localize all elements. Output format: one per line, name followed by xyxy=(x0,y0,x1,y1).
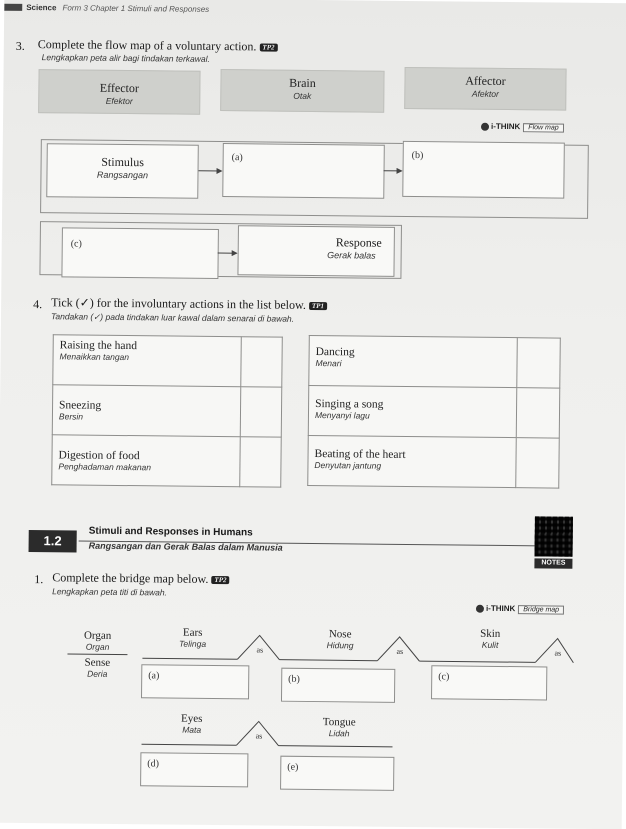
option-effector-en: Effector xyxy=(39,80,199,97)
answer-label-d: (d) xyxy=(147,758,247,770)
section-subtitle: Rangsangan dan Gerak Balas dalam Manusia xyxy=(89,541,283,553)
bridge-pair-tongue xyxy=(292,716,387,739)
q1-translation: Lengkapkan peta titi di bawah. xyxy=(52,586,167,597)
action-ms: Denyutan jantung xyxy=(314,460,509,472)
q4-translation: Tandakan (✓) pada tindakan luar kawal dalam senarai di bawah. xyxy=(51,311,294,325)
section-number-badge: 1.2 xyxy=(29,530,77,553)
organ-en: Eyes xyxy=(147,712,237,725)
q1-ithink-tag: Bridge map xyxy=(518,605,564,614)
relation-top-ms: Organ xyxy=(67,641,127,652)
action-ms: Menyanyi lagu xyxy=(315,410,510,422)
flow-label-a: (a) xyxy=(232,152,384,165)
bridge-pair-skin xyxy=(443,627,538,650)
option-affector-ms: Afektor xyxy=(405,88,565,100)
q4-number: 4. xyxy=(33,297,42,312)
as-connector: as xyxy=(554,649,561,658)
action-ms: Bersin xyxy=(59,411,234,423)
q3-question: Complete the flow map of a voluntary action. xyxy=(38,37,257,53)
action-ms: Menari xyxy=(315,358,510,370)
answer-box-e[interactable] xyxy=(280,756,394,791)
q3-tp-badge: TP2 xyxy=(259,44,277,52)
answer-label-b: (b) xyxy=(288,674,394,686)
flow-label-c: (c) xyxy=(71,238,218,251)
organ-ms: Mata xyxy=(147,724,237,735)
q1-number: 1. xyxy=(34,572,43,587)
organ-en: Ears xyxy=(148,626,238,639)
chapter-label: Form 3 Chapter 1 Stimuli and Responses xyxy=(62,3,209,14)
answer-box-c[interactable] xyxy=(431,665,547,700)
bridge-pair-nose xyxy=(293,628,388,651)
subject-label: Science xyxy=(26,3,56,12)
action-en: Dancing xyxy=(316,346,511,360)
option-brain-ms: Otak xyxy=(221,90,383,102)
q3-ithink-tag: Flow map xyxy=(523,123,563,132)
flow-stimulus-en: Stimulus xyxy=(48,154,198,171)
answer-label-a: (a) xyxy=(148,670,248,682)
action-ms: Penghadaman makanan xyxy=(58,461,233,473)
action-en: Singing a song xyxy=(315,398,510,412)
notes-label: NOTES xyxy=(534,558,572,568)
flow-stimulus-ms: Rangsangan xyxy=(47,169,197,181)
action-en: Digestion of food xyxy=(58,449,233,463)
answer-label-e: (e) xyxy=(287,762,393,774)
organ-ms: Telinga xyxy=(148,638,238,649)
organ-ms: Lidah xyxy=(292,728,387,739)
flow-response-en: Response xyxy=(239,234,382,250)
flow-label-b: (b) xyxy=(412,150,564,163)
action-ms: Menaikkan tangan xyxy=(60,351,235,363)
option-brain-en: Brain xyxy=(221,75,383,92)
section-title: Stimuli and Responses in Humans xyxy=(89,526,253,539)
organ-ms: Kulit xyxy=(443,639,538,650)
answer-label-c: (c) xyxy=(438,671,546,683)
bridge-pair-eyes xyxy=(147,712,237,735)
relation-bottom-ms: Deria xyxy=(67,668,127,679)
option-affector-en: Affector xyxy=(405,73,565,90)
answer-box-a[interactable] xyxy=(141,664,249,699)
flow-response-ms: Gerak balas xyxy=(239,249,376,260)
q1-question: Complete the bridge map below. xyxy=(52,570,208,586)
q1-ithink-text: i-THINK xyxy=(486,604,515,613)
as-connector: as xyxy=(256,731,263,740)
q3-number: 3. xyxy=(16,39,25,54)
action-en: Beating of the heart xyxy=(315,448,510,462)
q3-translation: Lengkapkan peta alir bagi tindakan terkawal. xyxy=(42,52,210,64)
relation-bottom-en: Sense xyxy=(67,656,127,669)
q4-tp-badge: TP1 xyxy=(309,302,327,310)
action-en: Sneezing xyxy=(59,399,234,413)
as-connector: as xyxy=(256,645,263,654)
answer-box-d[interactable] xyxy=(140,752,248,787)
relation-top-en: Organ xyxy=(68,629,128,642)
as-connector: as xyxy=(396,647,403,656)
option-effector-ms: Efektor xyxy=(39,95,199,107)
organ-en: Skin xyxy=(443,627,538,640)
organ-ms: Hidung xyxy=(293,640,388,651)
organ-en: Tongue xyxy=(292,716,387,729)
bridge-pair-ears xyxy=(148,626,238,649)
answer-box-b[interactable] xyxy=(281,668,395,703)
action-en: Raising the hand xyxy=(60,339,235,353)
q1-tp-badge: TP2 xyxy=(211,576,229,584)
q3-ithink-text: i-THINK xyxy=(491,122,520,131)
q4-question: Tick (✓) for the involuntary actions in the list below. xyxy=(51,295,306,312)
organ-en: Nose xyxy=(293,628,388,641)
